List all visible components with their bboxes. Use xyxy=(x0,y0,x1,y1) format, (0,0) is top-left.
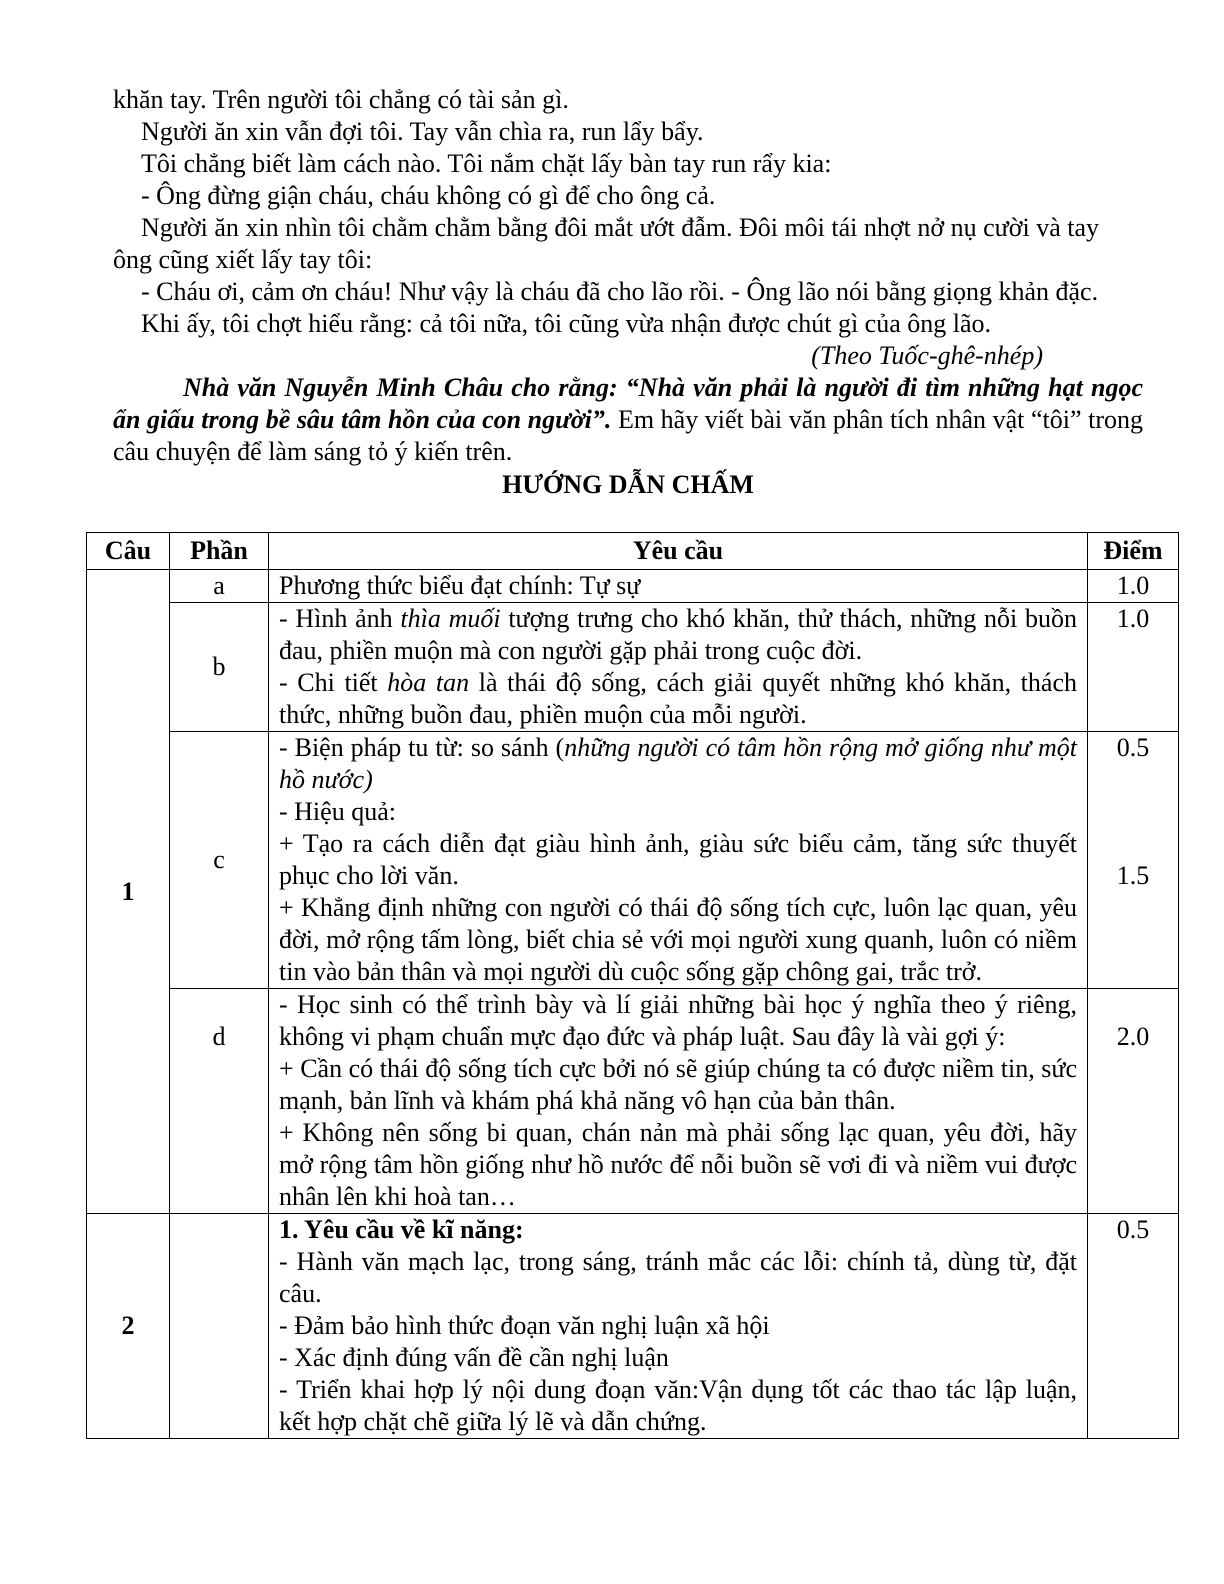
table-row xyxy=(87,570,1179,603)
score-value: 1.5 xyxy=(1116,861,1150,890)
requirement-text: - Hình ảnh thìa muối tượng trưng cho khó khăn, thử thách, những nỗi buồn đau, phiền muộn mà con người gặp phải trong cuộc đời. - Chi tiết hòa tan là thái độ sống, cách giải quyết những khó khăn, thách thức, những buồn đau, phiền muộn của mỗi người. xyxy=(269,603,1088,732)
score-value: 0.5 xyxy=(1116,733,1150,762)
table-row xyxy=(87,732,1179,989)
part-label: a xyxy=(170,570,269,603)
part-label: c xyxy=(170,732,269,989)
story-line: khăn tay. Trên người tôi chẳng có tài sản gì. xyxy=(113,85,569,114)
requirement-text: Phương thức biểu đạt chính: Tự sự xyxy=(269,570,1088,603)
table-header-row xyxy=(87,533,1179,570)
score: 2.0 xyxy=(1088,989,1179,1214)
header-diem: Điểm xyxy=(1088,533,1179,570)
essay-prompt xyxy=(113,372,1143,468)
requirement-text: 1. Yêu cầu về kĩ năng: - Hành văn mạch lạc, trong sáng, tránh mắc các lỗi: chính tả, dùng từ, đặt câu. - Đảm bảo hình thức đoạn văn nghị luận xã hội - Xác định đúng vấn đề cần nghị luận - Triển khai hợp lý nội dung đoạn văn:Vận dụng tốt các thao tác lập luận, kết hợp chặt chẽ giữa lý lẽ và dẫn chứng. xyxy=(269,1214,1088,1439)
story-line: Khi ấy, tôi chợt hiểu rằng: cả tôi nữa, tôi cũng vừa nhận được chút gì của ông lão. xyxy=(141,309,992,338)
story-source: (Theo Tuốc-ghê-nhép) xyxy=(811,341,1043,370)
question-number: 1 xyxy=(87,570,170,1214)
table-row xyxy=(87,1214,1179,1439)
guide-title: HƯỚNG DẪN CHẤM xyxy=(502,470,754,499)
story-line: - Ông đừng giận cháu, cháu không có gì để cho ông cả. xyxy=(141,181,716,210)
essay-task: Em hãy viết bài văn phân tích nhân vật “tôi” trong câu chuyện để làm sáng tỏ ý kiến trên. xyxy=(113,405,1143,466)
story-line: Người ăn xin nhìn tôi chằm chằm bằng đôi mắt ướt đẫm. Đôi môi tái nhợt nở nụ cười và tay ông cũng xiết lấy tay tôi: xyxy=(113,213,1100,274)
part-label: b xyxy=(170,603,269,732)
grading-table xyxy=(86,532,1179,1439)
story-line: Tôi chẳng biết làm cách nào. Tôi nắm chặt lấy bàn tay run rẩy kia: xyxy=(141,149,832,178)
header-cau: Câu xyxy=(87,533,170,570)
requirement-text: - Học sinh có thể trình bày và lí giải những bài học ý nghĩa theo ý riêng, không vi phạm chuẩn mực đạo đức và pháp luật. Sau đây là vài gợi ý: + Cần có thái độ sống tích cực bởi nó sẽ giúp chúng ta có được niềm tin, sức mạnh, bản lĩnh và khám phá khả năng vô hạn của bản thân. + Không nên sống bi quan, chán nản mà phải sống lạc quan, yêu đời, hãy mở rộng tâm hồn giống như hồ nước để nỗi buồn sẽ vơi đi và niềm vui được nhân lên khi hoà tan… xyxy=(269,989,1088,1214)
story-line: Người ăn xin vẫn đợi tôi. Tay vẫn chìa ra, run lẩy bẩy. xyxy=(141,117,704,146)
table-row xyxy=(87,603,1179,732)
score: 0.5 xyxy=(1088,1214,1179,1439)
part-label xyxy=(170,1214,269,1439)
header-phan: Phần xyxy=(170,533,269,570)
part-label: d xyxy=(170,989,269,1214)
header-yeucau: Yêu cầu xyxy=(269,533,1088,570)
document-body xyxy=(113,84,1143,500)
table-row xyxy=(87,989,1179,1214)
requirement-text: - Biện pháp tu từ: so sánh (những người có tâm hồn rộng mở giống như một hồ nước) - Hiệu quả: + Tạo ra cách diễn đạt giàu hình ảnh, giàu sức biểu cảm, tăng sức thuyết phục cho lời văn. + Khẳng định những con người có thái độ sống tích cực, luôn lạc quan, yêu đời, mở rộng tấm lòng, biết chia sẻ với mọi người xung quanh, luôn có niềm tin vào bản thân và mọi người dù cuộc sống gặp chông gai, trắc trở. xyxy=(269,732,1088,989)
story-line: - Cháu ơi, cảm ơn cháu! Như vậy là cháu đã cho lão rồi. - Ông lão nói bằng giọng khản đặc. xyxy=(141,277,1099,306)
score: 1.0 xyxy=(1088,570,1179,603)
essay-quote: Nhà văn Nguyễn Minh Châu cho rằng: “Nhà văn phải là người đi tìm những hạt ngọc ẩn giấu trong bề sâu tâm hồn của con người”. xyxy=(113,373,1143,434)
score xyxy=(1088,732,1179,989)
score: 1.0 xyxy=(1088,603,1179,732)
question-number: 2 xyxy=(87,1214,170,1439)
